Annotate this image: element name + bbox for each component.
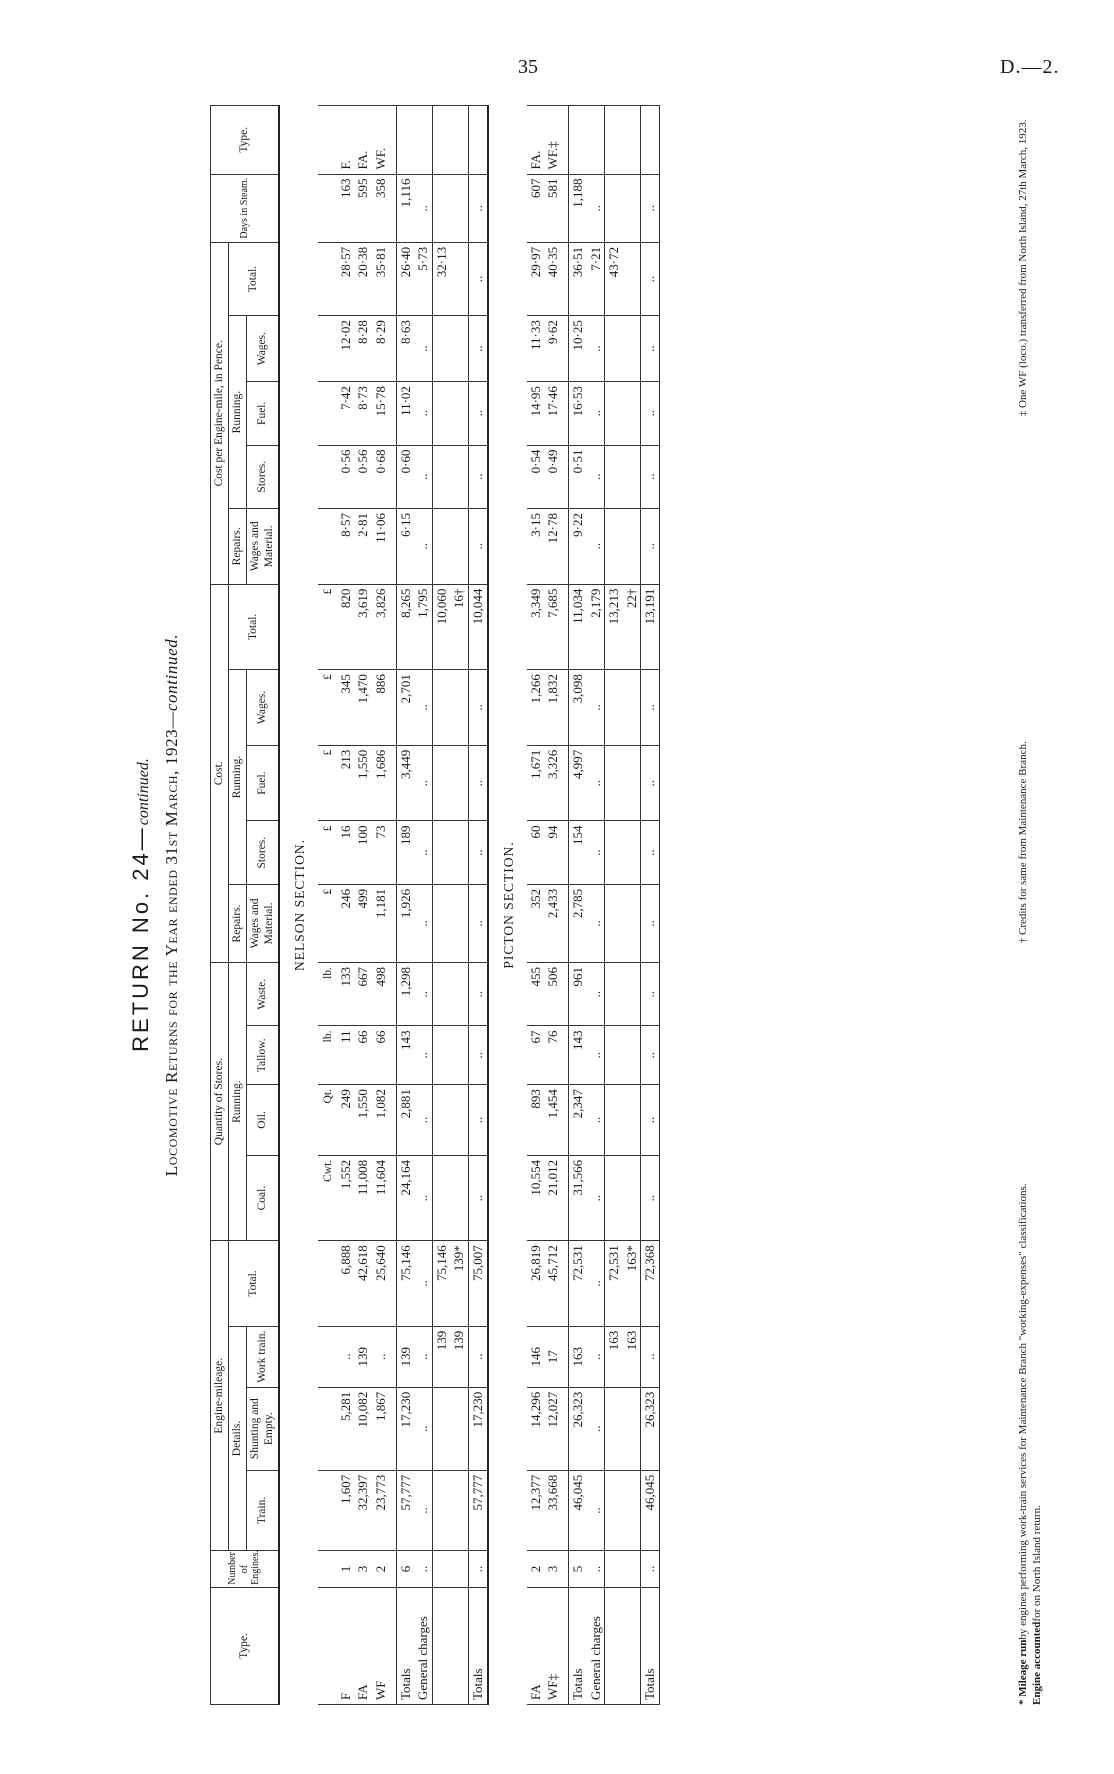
cell-p-rep: 9·22 xyxy=(568,508,586,584)
return-title: RETURN No. 24—continued. xyxy=(128,758,153,1052)
unit-label: Cwt. xyxy=(318,1155,337,1240)
cell-p-total: 35·81 xyxy=(372,242,390,315)
cell-oil: 249 xyxy=(337,1085,355,1156)
cell-type: Totals xyxy=(568,1587,586,1704)
cell-tallow: 66 xyxy=(372,1026,390,1085)
cell-p-fuel: 15·78 xyxy=(372,382,390,445)
cell-p-total: 36·51 xyxy=(568,242,586,315)
cell-p-rep: 8·57 xyxy=(337,508,355,584)
cell-type-r: F. xyxy=(337,106,355,175)
cell-waste: 506 xyxy=(544,963,562,1026)
header-oil: Oil. xyxy=(247,1085,279,1156)
header-days-steam: Days in Steam. xyxy=(211,174,279,242)
cell-work: 146 xyxy=(527,1326,545,1387)
cell-shunt: 12,027 xyxy=(544,1387,562,1470)
cell-type: Totals xyxy=(396,1587,414,1704)
header-tallow: Tallow. xyxy=(247,1026,279,1085)
header-pence-fuel: Fuel. xyxy=(247,382,279,445)
adjustment-row: 139 139* 16† xyxy=(450,106,468,1705)
cell-total: 42,618 xyxy=(354,1241,372,1326)
cell-p-total: 40·35 xyxy=(544,242,562,315)
cell-total: 75,146 xyxy=(396,1241,414,1326)
cell-waste: 1,298 xyxy=(396,963,414,1026)
header-cost-wages: Wages. xyxy=(247,670,279,746)
cell-shunt: 1,867 xyxy=(372,1387,390,1470)
cell-fuel: 1,671 xyxy=(527,745,545,821)
general-charges-row: General charges .. .. .. .. .. .. .. .. .. .. .. .. .. 1,795 .. .. .. .. 5·73 .. xyxy=(414,106,432,1705)
cell-type: WF xyxy=(372,1587,390,1704)
cell-train: 23,773 xyxy=(372,1470,390,1551)
header-coal: Coal. xyxy=(247,1155,279,1240)
cell-oil: 2,881 xyxy=(396,1085,414,1156)
cell-n: 1 xyxy=(337,1551,355,1588)
cell-work: 163 xyxy=(568,1326,586,1387)
cell-type: FA xyxy=(354,1587,372,1704)
header-pence-repairs: Repairs. xyxy=(229,508,247,584)
cell-n: 3 xyxy=(354,1551,372,1588)
footnote-double-dagger: ‡ One WF (loco.) transferred from North Island, 27th March, 1923. xyxy=(1017,119,1029,417)
cell-coal: 11,008 xyxy=(354,1155,372,1240)
cell-fuel: 3,449 xyxy=(396,745,414,821)
cell-ctotal: 3,826 xyxy=(372,584,390,670)
unit-label: lb. xyxy=(318,1026,337,1085)
header-cost: Cost. xyxy=(211,584,229,962)
cell-work: .. xyxy=(372,1326,390,1387)
header-quantity-stores: Quantity of Stores. xyxy=(211,963,229,1241)
header-work-train: Work train. xyxy=(247,1326,279,1387)
unit-label: Qt. xyxy=(318,1085,337,1156)
unit-label: £ xyxy=(318,745,337,821)
table-row xyxy=(337,106,355,1705)
cell-stores: 189 xyxy=(396,821,414,884)
cell-work: 139 xyxy=(354,1326,372,1387)
cell-n: 2 xyxy=(372,1551,390,1588)
cell-wages: 1,266 xyxy=(527,670,545,746)
header-cost-per-mile: Cost per Engine-mile, in Pence. xyxy=(211,242,229,584)
cell-days: 163 xyxy=(337,174,355,242)
cell-work: 17 xyxy=(544,1326,562,1387)
header-pence-running: Running. xyxy=(229,316,247,509)
cell-fuel: 213 xyxy=(337,745,355,821)
cell-fuel: 3,326 xyxy=(544,745,562,821)
cell-train: 46,045 xyxy=(568,1470,586,1551)
cell-total: 6,888 xyxy=(337,1241,355,1326)
cell-tallow: 66 xyxy=(354,1026,372,1085)
unit-label: £ xyxy=(318,584,337,670)
header-mileage-total: Total. xyxy=(229,1241,279,1326)
cell-shunt: 14,296 xyxy=(527,1387,545,1470)
cell-n: 6 xyxy=(396,1551,414,1588)
totals-row xyxy=(396,106,414,1705)
cell-days: 595 xyxy=(354,174,372,242)
header-details: Details. xyxy=(229,1326,247,1551)
cell-p-stores: 0·51 xyxy=(568,445,586,508)
cell-shunt: 26,323 xyxy=(568,1387,586,1470)
cell-p-fuel: 14·95 xyxy=(527,382,545,445)
header-waste: Waste. xyxy=(247,963,279,1026)
footnote-star: * Mileage runby engines performing work-train services for Maintenance Branch "working-expenses" classifications. xyxy=(1017,1183,1029,1705)
cell-p-rep: 11·06 xyxy=(372,508,390,584)
footnote-dagger: † Credits for same from Maintenance Branch. xyxy=(1017,741,1029,944)
header-cost-running: Running. xyxy=(229,670,247,885)
cell-p-wages: 11·33 xyxy=(527,316,545,382)
cell-tallow: 67 xyxy=(527,1026,545,1085)
cell-type: F xyxy=(337,1587,355,1704)
cell-p-fuel: 8·73 xyxy=(354,382,372,445)
cell-p-wages: 8·28 xyxy=(354,316,372,382)
cell-ctotal: 8,265 xyxy=(396,584,414,670)
cell-oil: 1,082 xyxy=(372,1085,390,1156)
final-totals-row: Totals .. 57,777 17,230 .. 75,007 .. .. .. .. .. .. .. .. 10,044 .. .. .. .. .. .. xyxy=(469,106,488,1705)
cell-waste: 667 xyxy=(354,963,372,1026)
section-title: PICTON SECTION. xyxy=(500,841,516,969)
cell-days: 1,188 xyxy=(568,174,586,242)
adjustment-row: 139 75,146 10,060 32·13 xyxy=(432,106,450,1705)
cell-p-stores: 0·56 xyxy=(337,445,355,508)
cell-p-total: 26·40 xyxy=(396,242,414,315)
footnote-star-continued: Engine accountedfor on North Island return. xyxy=(1031,1505,1044,1705)
rotated-page-content xyxy=(110,75,1070,1735)
document-id: D.—2. xyxy=(1000,56,1060,78)
unit-label: £ xyxy=(318,884,337,962)
header-pence-wages-material: Wages and Material. xyxy=(247,508,279,584)
cell-tallow: 76 xyxy=(544,1026,562,1085)
header-cost-fuel: Fuel. xyxy=(247,745,279,821)
cell-p-wages: 12·02 xyxy=(337,316,355,382)
cell-days: 1,116 xyxy=(396,174,414,242)
cell-total: 45,712 xyxy=(544,1241,562,1326)
cell-p-wages: 8·63 xyxy=(396,316,414,382)
header-engine-mileage: Engine-mileage. xyxy=(211,1241,229,1551)
cell-wages: 345 xyxy=(337,670,355,746)
cell-coal: 31,566 xyxy=(568,1155,586,1240)
cell-p-stores: 0·60 xyxy=(396,445,414,508)
cell-work: 139 xyxy=(396,1326,414,1387)
cell-stores: 16 xyxy=(337,821,355,884)
cell-days: 358 xyxy=(372,174,390,242)
cell-n: 3 xyxy=(544,1551,562,1588)
unit-label: lb. xyxy=(318,963,337,1026)
return-subtitle: Locomotive Returns for the Year ended 31st March, 1923—continued. xyxy=(162,633,181,1177)
footnotes xyxy=(1016,105,1045,1705)
header-type: Type. xyxy=(211,1587,279,1704)
cell-ctotal: 3,349 xyxy=(527,584,545,670)
header-shunting: Shunting and Empty. xyxy=(247,1387,279,1470)
table-row xyxy=(527,106,545,1705)
cell-rep: 352 xyxy=(527,884,545,962)
cell-rep: 2,785 xyxy=(568,884,586,962)
cell-fuel: 1,550 xyxy=(354,745,372,821)
cell-shunt: 10,082 xyxy=(354,1387,372,1470)
cell-type-r xyxy=(568,106,586,175)
cell-p-rep: 3·15 xyxy=(527,508,545,584)
cell-p-fuel: 17·46 xyxy=(544,382,562,445)
cell-rep: 246 xyxy=(337,884,355,962)
cell-type: FA xyxy=(527,1587,545,1704)
cell-type-r xyxy=(396,106,414,175)
cell-type-r: FA. xyxy=(354,106,372,175)
cell-wages: 3,098 xyxy=(568,670,586,746)
cell-rep: 1,181 xyxy=(372,884,390,962)
cell-coal: 1,552 xyxy=(337,1155,355,1240)
cell-wages: 2,701 xyxy=(396,670,414,746)
table-row xyxy=(372,106,390,1705)
header-cost-repairs: Repairs. xyxy=(229,884,247,962)
cell-total: 26,819 xyxy=(527,1241,545,1326)
cell-n: 2 xyxy=(527,1551,545,1588)
cell-p-total: 29·97 xyxy=(527,242,545,315)
cell-p-wages: 8·29 xyxy=(372,316,390,382)
header-pence-total: Total. xyxy=(229,242,279,315)
cell-coal: 24,164 xyxy=(396,1155,414,1240)
picton-section xyxy=(488,106,660,1705)
cell-oil: 1,454 xyxy=(544,1085,562,1156)
cell-stores: 60 xyxy=(527,821,545,884)
totals-row xyxy=(568,106,586,1705)
header-pence-stores: Stores. xyxy=(247,445,279,508)
header-cost-wages-material: Wages and Material. xyxy=(247,884,279,962)
cell-total: 25,640 xyxy=(372,1241,390,1326)
cell-train: 57,777 xyxy=(396,1470,414,1551)
units-row xyxy=(318,106,337,1705)
cell-stores: 73 xyxy=(372,821,390,884)
cell-p-stores: 0·68 xyxy=(372,445,390,508)
unit-label: £ xyxy=(318,821,337,884)
header-num-engines: Number of Engines. xyxy=(211,1551,279,1588)
cell-oil: 2,347 xyxy=(568,1085,586,1156)
header-pence-wages: Wages. xyxy=(247,316,279,382)
cell-n: 5 xyxy=(568,1551,586,1588)
cell-ctotal: 820 xyxy=(337,584,355,670)
cell-p-total: 28·57 xyxy=(337,242,355,315)
cell-p-rep: 6·15 xyxy=(396,508,414,584)
cell-waste: 961 xyxy=(568,963,586,1026)
header-cost-total: Total. xyxy=(229,584,279,670)
cell-train: 12,377 xyxy=(527,1470,545,1551)
header-cost-stores: Stores. xyxy=(247,821,279,884)
cell-shunt: 5,281 xyxy=(337,1387,355,1470)
cell-rep: 499 xyxy=(354,884,372,962)
cell-p-fuel: 16·53 xyxy=(568,382,586,445)
cell-type: WF‡ xyxy=(544,1587,562,1704)
table-row xyxy=(544,106,562,1705)
adjustment-row: 163 72,531 13,213 43·72 xyxy=(605,106,623,1705)
cell-tallow: 143 xyxy=(396,1026,414,1085)
locomotive-returns-table xyxy=(210,105,660,1705)
cell-fuel: 1,686 xyxy=(372,745,390,821)
cell-p-rep: 2·81 xyxy=(354,508,372,584)
cell-p-fuel: 7·42 xyxy=(337,382,355,445)
nelson-section xyxy=(279,106,488,1705)
header-type-right: Type. xyxy=(211,106,279,175)
cell-shunt: 17,230 xyxy=(396,1387,414,1470)
cell-oil: 1,550 xyxy=(354,1085,372,1156)
adjustment-row: 163 163* 22† xyxy=(623,106,641,1705)
cell-ctotal: 3,619 xyxy=(354,584,372,670)
cell-p-stores: 0·49 xyxy=(544,445,562,508)
general-charges-row: General charges .. .. .. .. .. .. .. .. .. .. .. .. .. 2,179 .. .. .. .. 7·21 .. xyxy=(587,106,605,1705)
cell-coal: 11,604 xyxy=(372,1155,390,1240)
page-number: 35 xyxy=(518,56,538,78)
cell-p-wages: 9·62 xyxy=(544,316,562,382)
cell-waste: 498 xyxy=(372,963,390,1026)
cell-stores: 94 xyxy=(544,821,562,884)
cell-wages: 1,832 xyxy=(544,670,562,746)
cell-tallow: 143 xyxy=(568,1026,586,1085)
cell-p-stores: 0·54 xyxy=(527,445,545,508)
cell-train: 32,397 xyxy=(354,1470,372,1551)
cell-type-r: WF. xyxy=(372,106,390,175)
cell-tallow: 11 xyxy=(337,1026,355,1085)
cell-work: .. xyxy=(337,1326,355,1387)
cell-p-total: 20·38 xyxy=(354,242,372,315)
cell-total: 72,531 xyxy=(568,1241,586,1326)
cell-wages: 886 xyxy=(372,670,390,746)
cell-coal: 10,554 xyxy=(527,1155,545,1240)
unit-label: £ xyxy=(318,670,337,746)
header-stores-running: Running. xyxy=(229,963,247,1241)
cell-days: 607 xyxy=(527,174,545,242)
cell-fuel: 4,997 xyxy=(568,745,586,821)
cell-train: 1,607 xyxy=(337,1470,355,1551)
cell-waste: 133 xyxy=(337,963,355,1026)
cell-p-wages: 10·25 xyxy=(568,316,586,382)
cell-oil: 893 xyxy=(527,1085,545,1156)
cell-coal: 21,012 xyxy=(544,1155,562,1240)
cell-train: 33,668 xyxy=(544,1470,562,1551)
cell-stores: 100 xyxy=(354,821,372,884)
header-train: Train. xyxy=(247,1470,279,1551)
cell-rep: 2,433 xyxy=(544,884,562,962)
cell-type-r: FA. xyxy=(527,106,545,175)
cell-wages: 1,470 xyxy=(354,670,372,746)
cell-ctotal: 7,685 xyxy=(544,584,562,670)
cell-rep: 1,926 xyxy=(396,884,414,962)
table-row xyxy=(354,106,372,1705)
cell-stores: 154 xyxy=(568,821,586,884)
cell-p-fuel: 11·02 xyxy=(396,382,414,445)
final-totals-row: Totals .. 46,045 26,323 .. 72,368 .. .. .. .. .. .. .. .. 13,191 .. .. .. .. .. .. xyxy=(641,106,660,1705)
section-title: NELSON SECTION. xyxy=(291,839,307,971)
cell-p-rep: 12·78 xyxy=(544,508,562,584)
cell-ctotal: 11,034 xyxy=(568,584,586,670)
cell-waste: 455 xyxy=(527,963,545,1026)
cell-p-stores: 0·56 xyxy=(354,445,372,508)
cell-days: 581 xyxy=(544,174,562,242)
cell-type-r: WF.‡ xyxy=(544,106,562,175)
